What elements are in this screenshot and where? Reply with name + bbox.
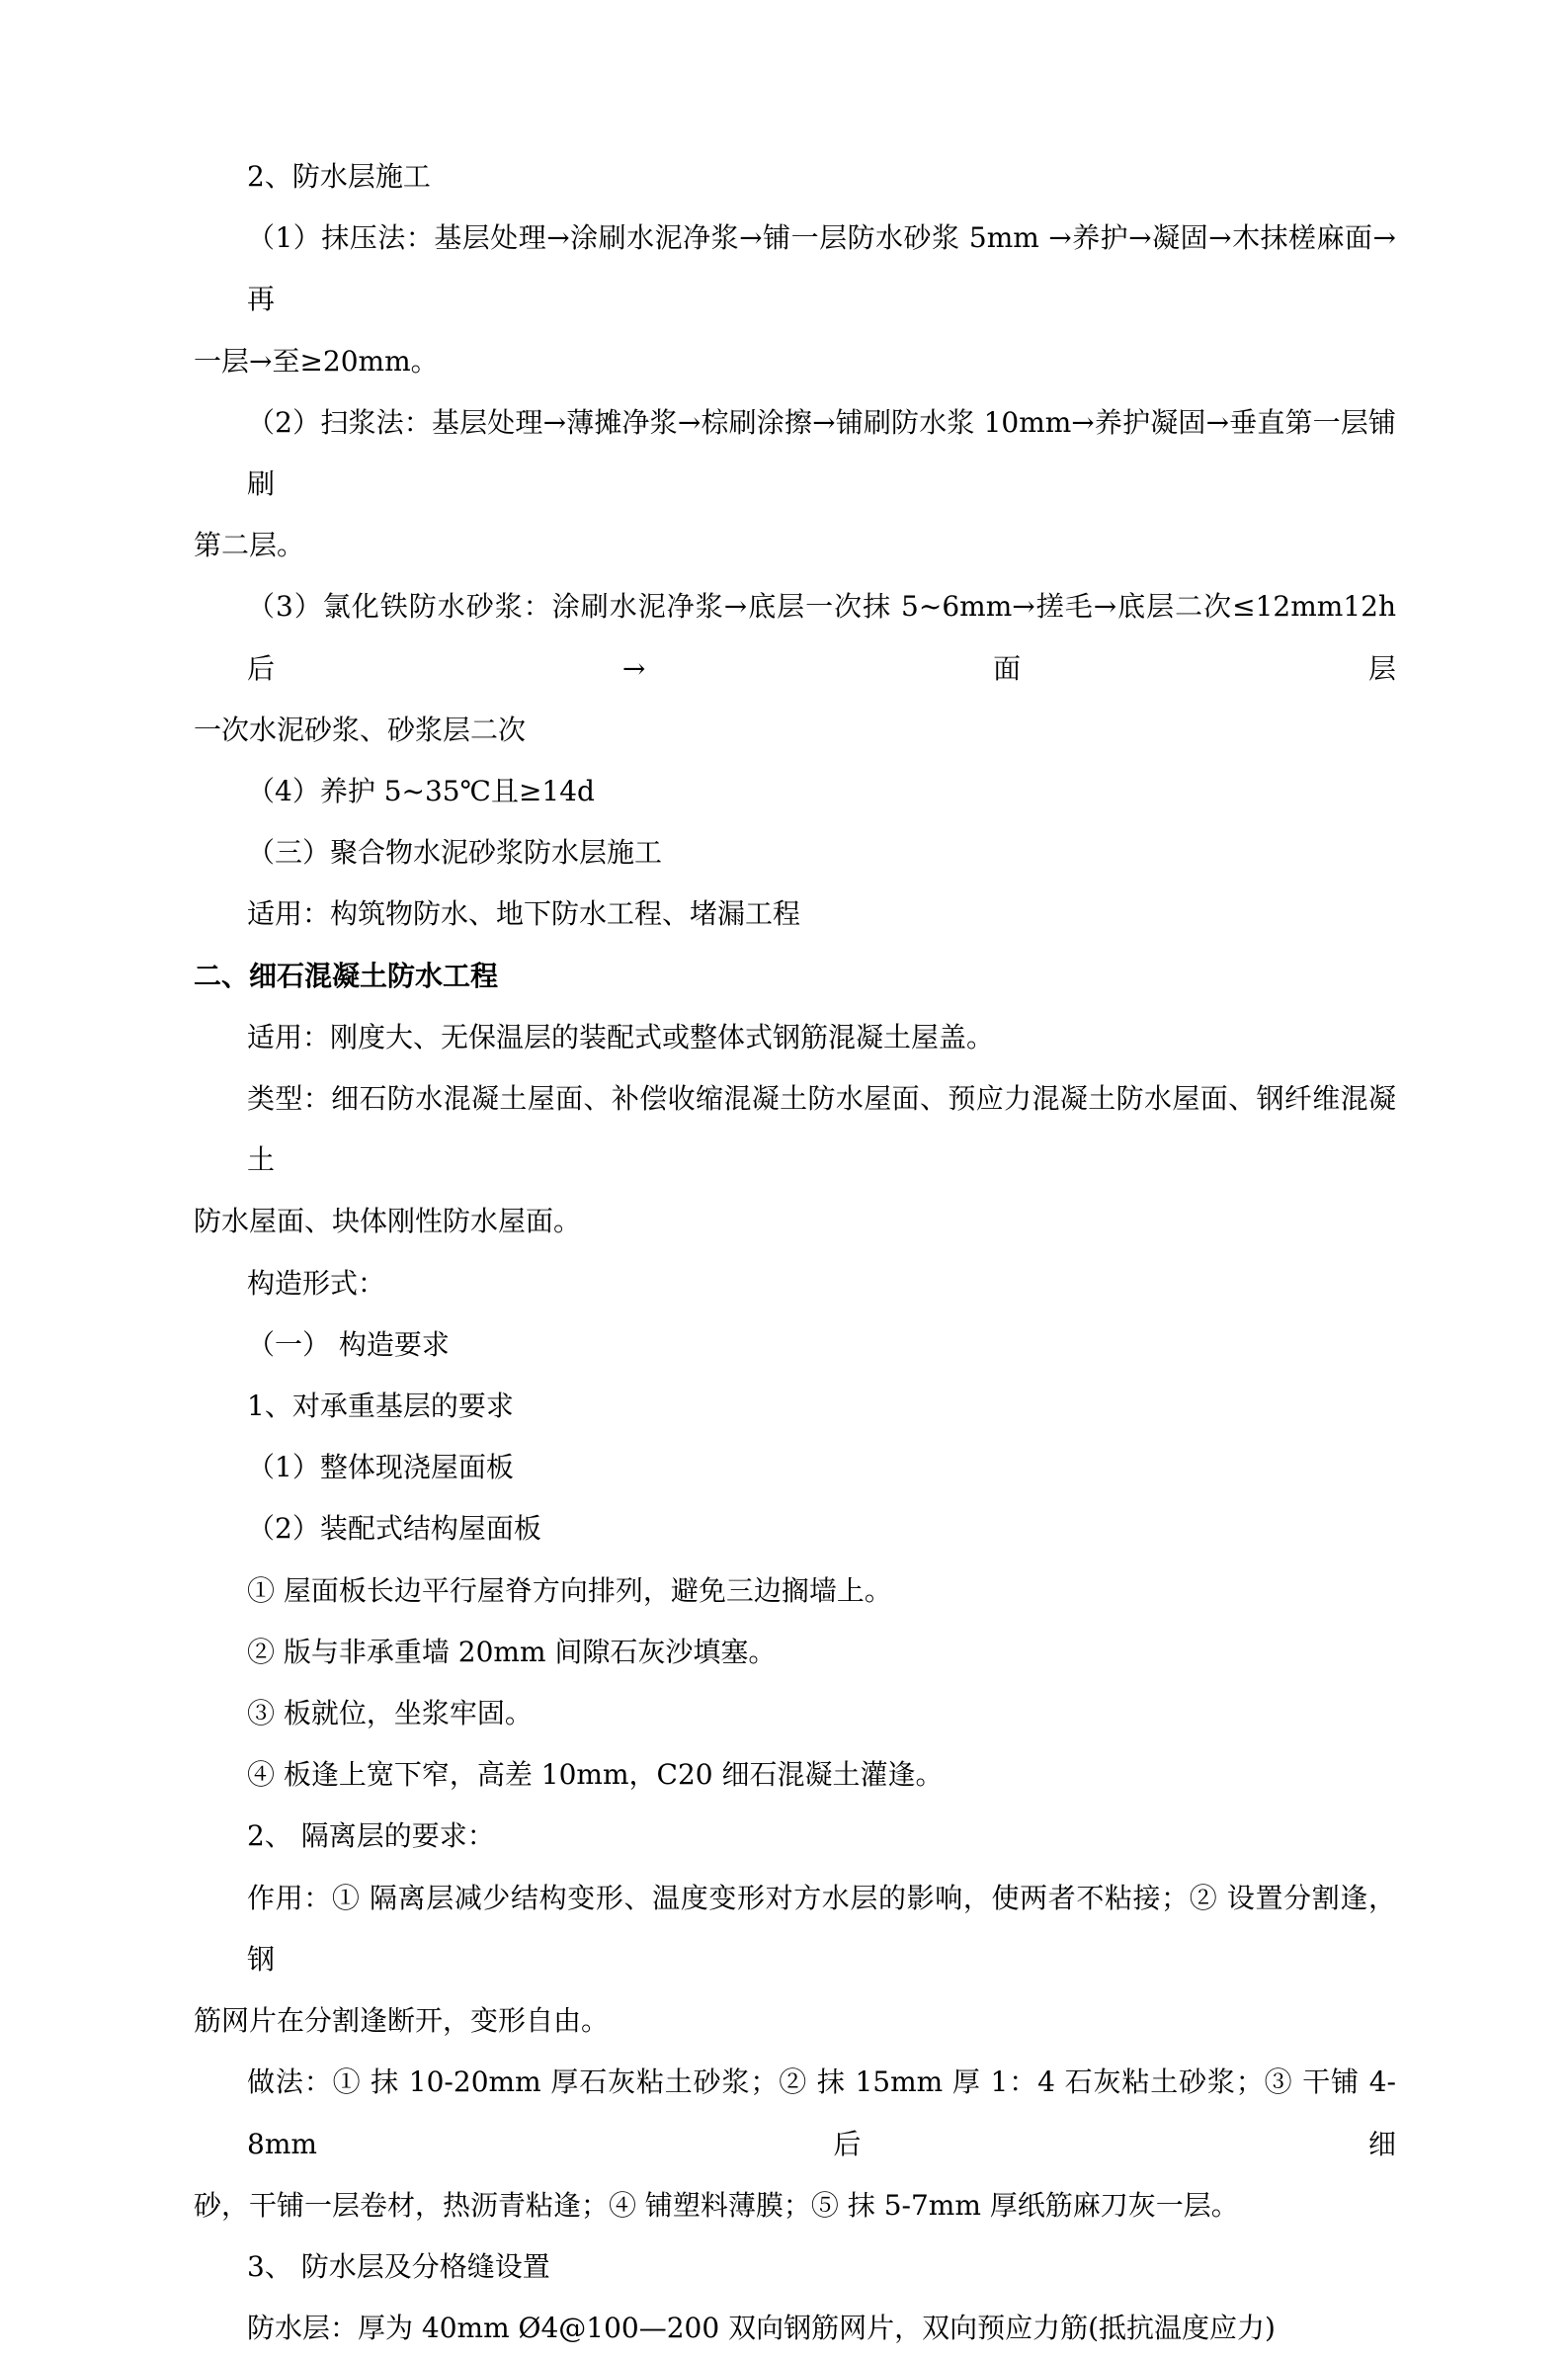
paragraph-line: 一次水泥砂浆、砂浆层二次 [194, 713, 527, 746]
paragraph-trowel-method [194, 208, 1396, 392]
paragraph-line: （4）养护 5~35℃且≥14d [247, 775, 595, 808]
list-item [194, 1622, 1396, 1683]
paragraph-concrete-applicability [194, 1007, 1396, 1068]
subheading-polymer-mortar [194, 822, 1396, 884]
document-body [194, 146, 1396, 2359]
paragraph-line: ② 版与非承重墙 20mm 间隙石灰沙填塞。 [247, 1635, 777, 1668]
section-heading-fine-aggregate-concrete [194, 946, 1396, 1007]
subheading-isolation-layer [194, 1806, 1396, 1867]
subheading-load-bearing-base [194, 1376, 1396, 1437]
paragraph-line: 3、 防水层及分格缝设置 [247, 2249, 550, 2283]
list-item [194, 1744, 1396, 1806]
paragraph-line: 一层→至≥20mm。 [194, 344, 439, 378]
paragraph-curing [194, 761, 1396, 822]
paragraph-method [194, 2052, 1396, 2236]
list-item [194, 1683, 1396, 1744]
paragraph-line: 防水层：厚为 40mm Ø4@100—200 双向钢筋网片，双向预应力筋(抵抗温度应力) [247, 2312, 1276, 2345]
paragraph-line: （1）抹压法：基层处理→涂刷水泥净浆→铺一层防水砂浆 5mm →养护→凝固→木抹槎麻面→再 [247, 221, 1396, 316]
paragraph-line: （一） 构造要求 [247, 1327, 450, 1361]
subheading-construction-requirements [194, 1314, 1396, 1376]
paragraph-line: （2）装配式结构屋面板 [247, 1512, 541, 1546]
paragraph-line: 防水屋面、块体刚性防水屋面。 [194, 1205, 582, 1238]
paragraph-line: 2、 隔离层的要求： [247, 1819, 495, 1853]
list-item [194, 1560, 1396, 1622]
paragraph-waterproof-layer [194, 2298, 1396, 2359]
paragraph-line: 适用：刚度大、无保温层的装配式或整体式钢筋混凝土屋盖。 [247, 1020, 995, 1053]
subheading-waterproof-layer-joints [194, 2236, 1396, 2298]
paragraph-line: 1、对承重基层的要求 [247, 1390, 514, 1423]
paragraph-types [194, 1068, 1396, 1253]
paragraph-line: ③ 板就位，坐浆牢固。 [247, 1697, 533, 1730]
paragraph-line: 第二层。 [194, 529, 305, 562]
paragraph-line: 作用：① 隔离层减少结构变形、温度变形对方水层的影响，使两者不粘接；② 设置分割逢，钢 [247, 1881, 1396, 1976]
list-item [194, 1437, 1396, 1498]
paragraph-sweep-method [194, 392, 1396, 577]
paragraph-line: 做法：① 抹 10-20mm 厚石灰粘土砂浆；② 抹 15mm 厚 1：4 石灰粘土砂浆；③ 干铺 4-8mm 后细 [247, 2065, 1396, 2160]
paragraph-line: ① 屋面板长边平行屋脊方向排列，避免三边搁墙上。 [247, 1573, 892, 1607]
paragraph-line: （2）扫浆法：基层处理→薄摊净浆→棕刷涂擦→铺刷防水浆 10mm→养护凝固→垂直第一层铺刷 [247, 405, 1396, 501]
paragraph-line: ④ 板逢上宽下窄，高差 10mm，C20 细石混凝土灌逢。 [247, 1758, 944, 1792]
paragraph-line: （三）聚合物水泥砂浆防水层施工 [247, 836, 663, 870]
section-heading: 二、细石混凝土防水工程 [194, 959, 499, 992]
paragraph-line: （1）整体现浇屋面板 [247, 1451, 514, 1484]
paragraph-ferric-chloride-mortar [194, 576, 1396, 761]
paragraph-line: 构造形式： [247, 1266, 386, 1300]
paragraph-line: 类型：细石防水混凝土屋面、补偿收缩混凝土防水屋面、预应力混凝土防水屋面、钢纤维混凝土 [247, 1082, 1396, 1177]
paragraph-construction-form [194, 1253, 1396, 1314]
paragraph-line: 2、防水层施工 [247, 160, 431, 193]
paragraph-line: 筋网片在分割逢断开，变形自由。 [194, 2004, 610, 2038]
paragraph-polymer-applicability [194, 884, 1396, 945]
paragraph-function [194, 1868, 1396, 2053]
paragraph-line: （3）氯化铁防水砂浆：涂刷水泥净浆→底层一次抹 5~6mm→搓毛→底层二次≤12mm12h 后→面层 [247, 590, 1396, 685]
paragraph-line: 砂，干铺一层卷材，热沥青粘逢；④ 铺塑料薄膜；⑤ 抹 5-7mm 厚纸筋麻刀灰一层。 [194, 2188, 1239, 2222]
list-item [194, 1498, 1396, 1559]
paragraph-line: 适用：构筑物防水、地下防水工程、堵漏工程 [247, 897, 801, 931]
heading-waterproof-layer-construction [194, 146, 1396, 208]
